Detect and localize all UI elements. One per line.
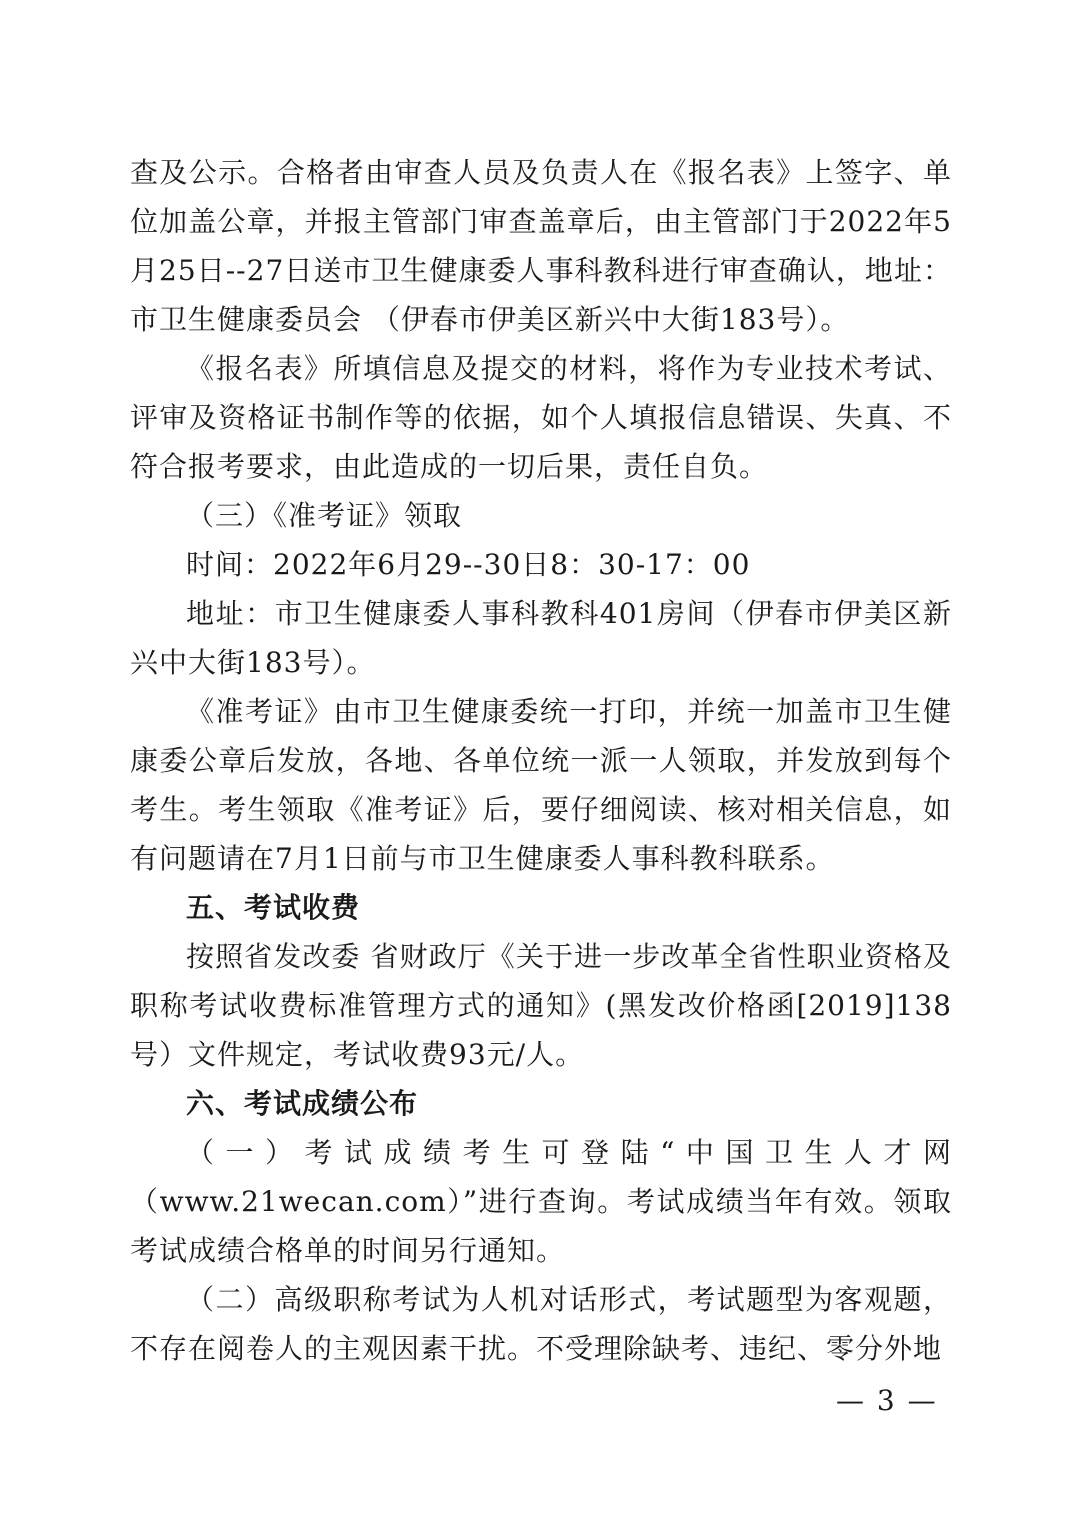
document-body	[130, 148, 952, 1373]
section-heading-exam-results: 六、考试成绩公布	[186, 1087, 419, 1120]
paragraph-admission-ticket-details: 《准考证》由市卫生健康委统一打印，并统一加盖市卫生健康委公章后发放，各地、各单位统一派一人领取，并发放到每个考生。考生领取《准考证》后，要仔细阅读、核对相关信息，如有问题请在7月1日前与市卫生健康委人事科教科联系。	[130, 695, 952, 875]
paragraph-exam-format: （二）高级职称考试为人机对话形式，考试题型为客观题，不存在阅卷人的主观因素干扰。不受理除缺考、违纪、零分外地	[130, 1283, 952, 1365]
paragraph-registration-form-note: 《报名表》所填信息及提交的材料，将作为专业技术考试、评审及资格证书制作等的依据，如个人填报信息错误、失真、不符合报考要求，由此造成的一切后果，责任自负。	[130, 352, 952, 483]
page-number: — 3 —	[836, 1384, 938, 1417]
subheading-admission-ticket: （三）《准考证》领取	[186, 499, 463, 532]
paragraph-results-query-rest: （www.21wecan.com）”进行查询。考试成绩当年有效。领取考试成绩合格单的时间另行通知。	[130, 1185, 952, 1267]
paragraph-pickup-time: 时间：2022年6月29--30日8：30-17：00	[186, 548, 751, 581]
paragraph-pickup-address: 地址：市卫生健康委人事科教科401房间（伊春市伊美区新兴中大街183号）。	[130, 597, 952, 679]
paragraph-review-submission: 查及公示。合格者由审查人员及负责人在《报名表》上签字、单位加盖公章，并报主管部门审查盖章后，由主管部门于2022年5月25日--27日送市卫生健康委人事科教科进行审查确认，地址：市卫生健康委员会 （伊春市伊美区新兴中大街183号）。	[130, 156, 952, 336]
paragraph-results-query-line1: （一）考试成绩考生可登陆“中国卫生人才网	[186, 1136, 952, 1169]
section-heading-exam-fee: 五、考试收费	[186, 891, 361, 924]
paragraph-exam-fee: 按照省发改委 省财政厅《关于进一步改革全省性职业资格及职称考试收费标准管理方式的通知》(黑发改价格函[2019]138号）文件规定，考试收费93元/人。	[130, 940, 952, 1071]
